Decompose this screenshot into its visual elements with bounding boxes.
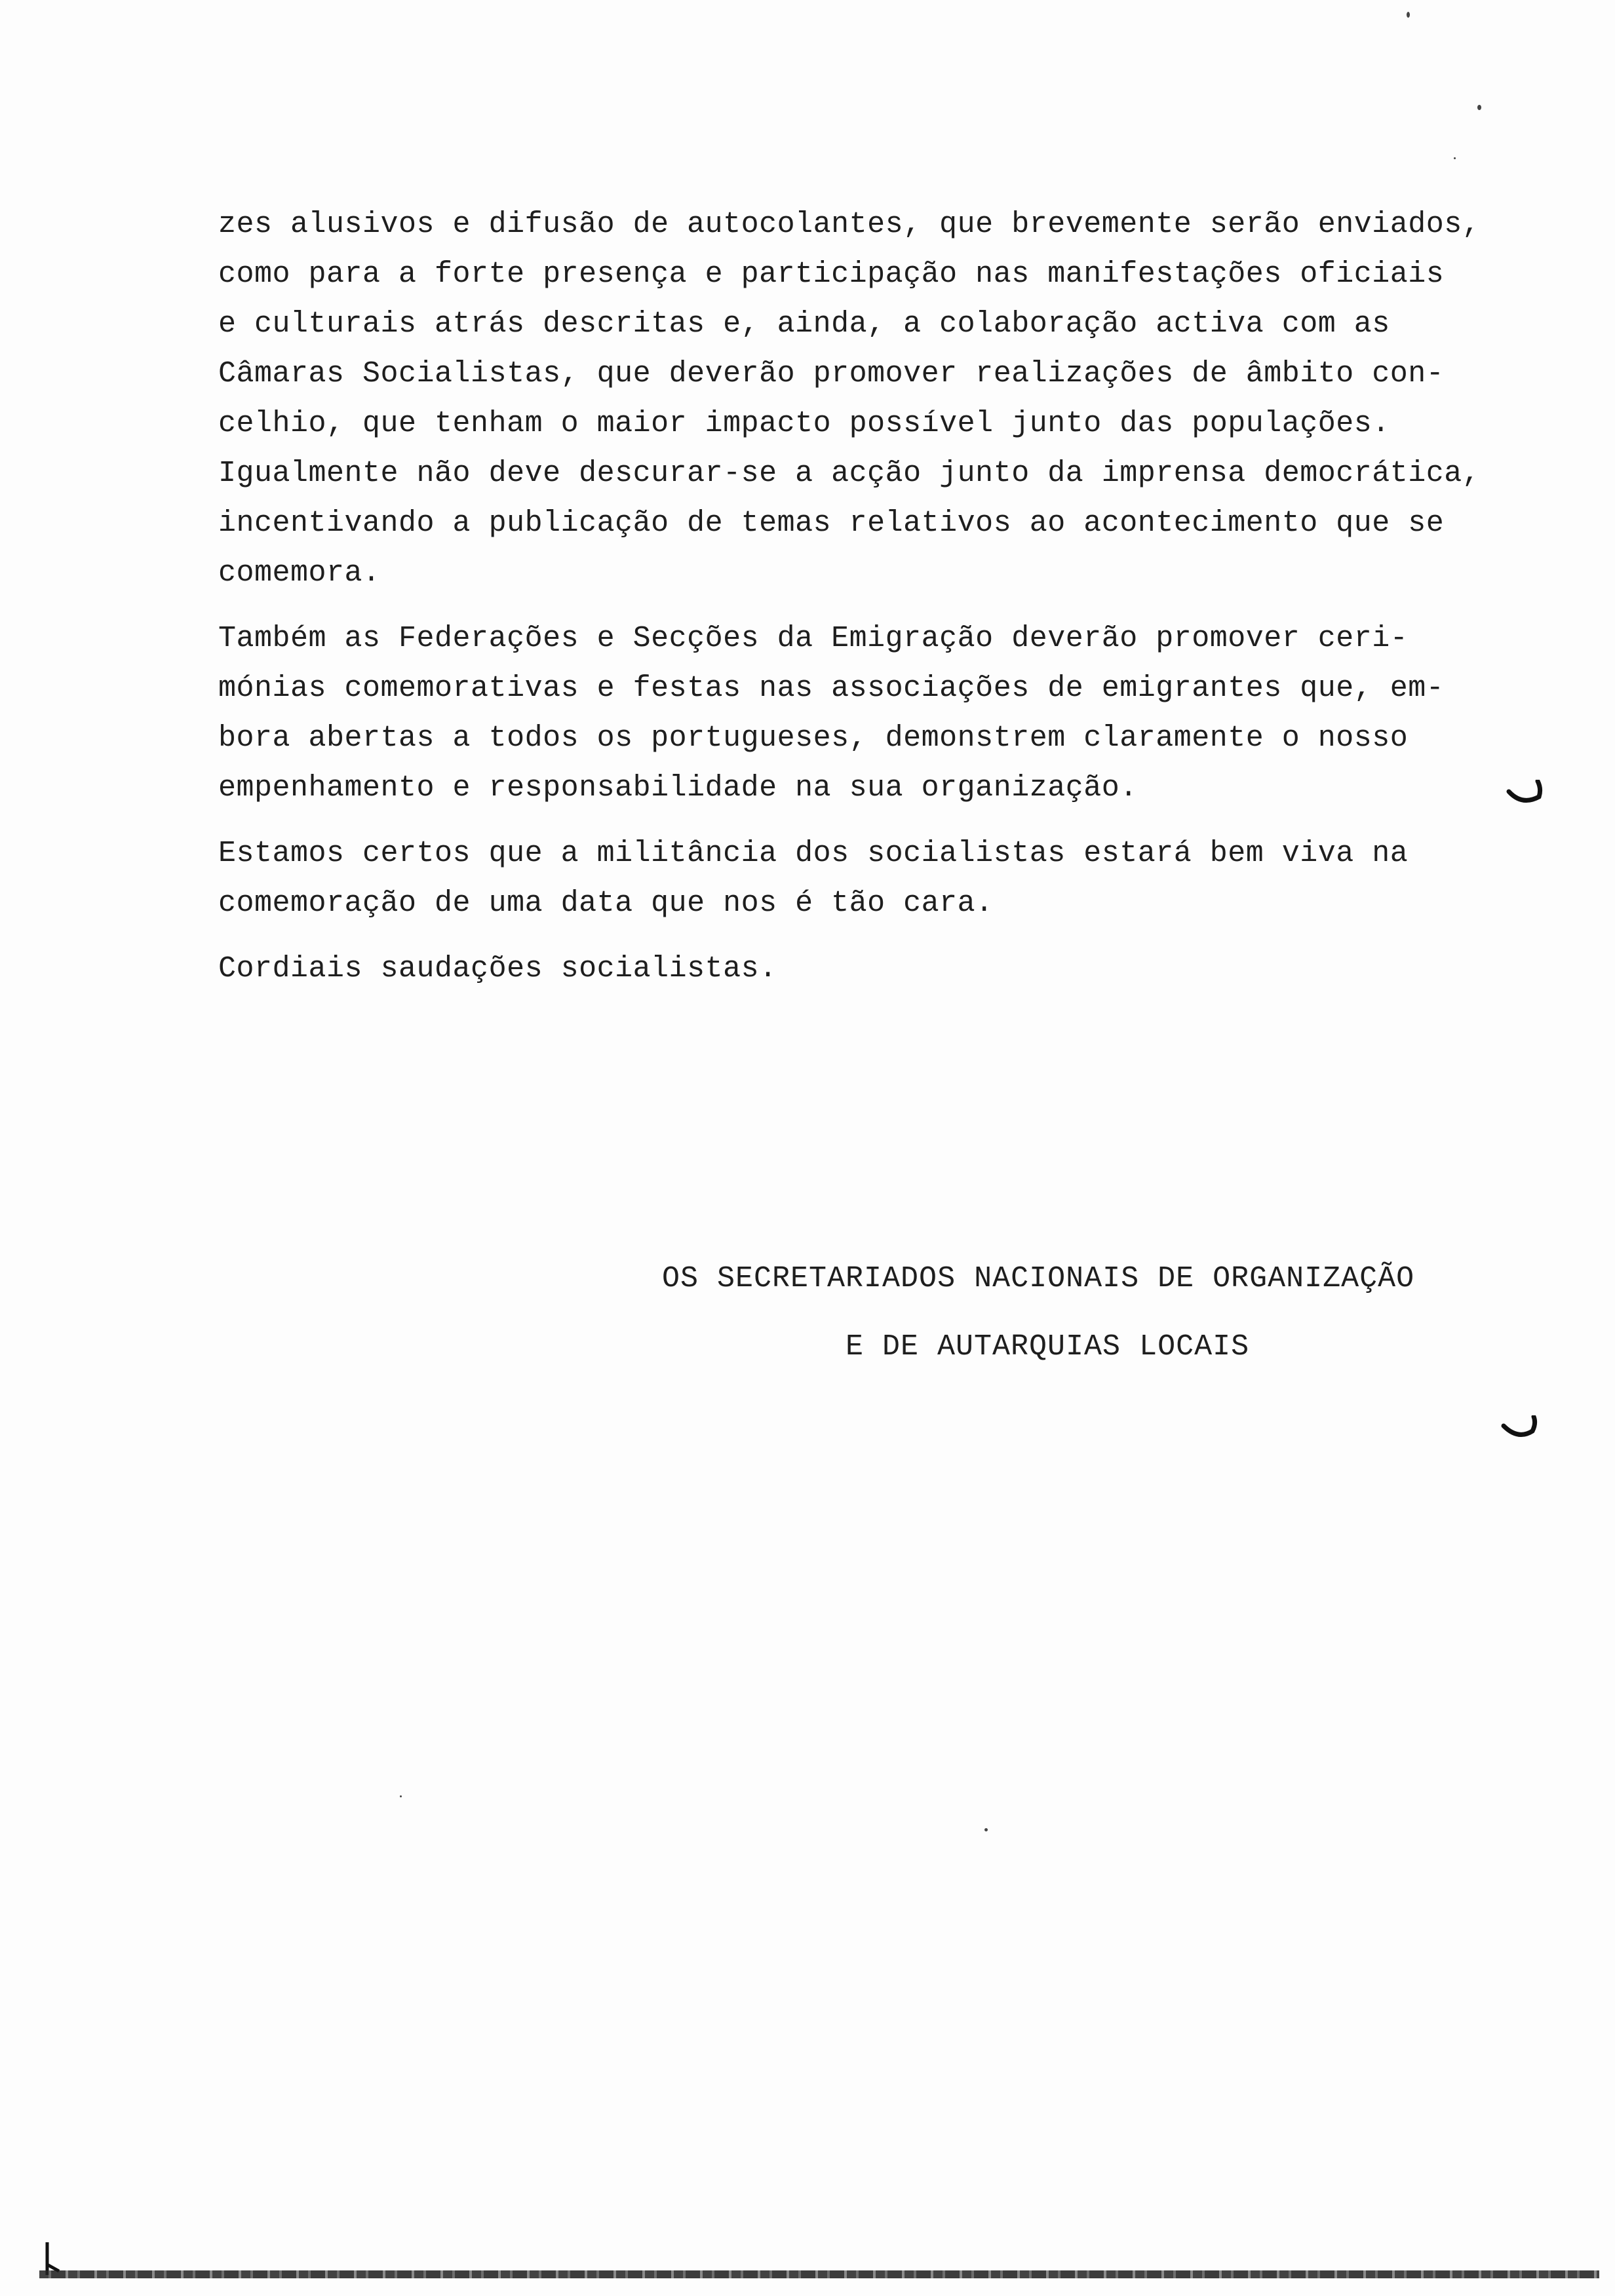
paragraph-3 (218, 829, 1601, 928)
paragraph-gap (218, 598, 1601, 614)
text-line: bora abertas a todos os portugueses, demonstrem claramente o nosso (218, 721, 1409, 755)
check-mark-icon (1506, 780, 1543, 806)
scan-speck (984, 1828, 988, 1831)
text-line: incentivando a publicação de temas relativos ao acontecimento que se (218, 507, 1445, 540)
text-line: mónias comemorativas e festas nas associações de emigrantes que, em- (218, 672, 1445, 705)
paragraph-4 (218, 944, 1601, 994)
signature-line-2: E DE AUTARQUIAS LOCAIS (846, 1330, 1250, 1364)
paragraph-1 (218, 200, 1601, 598)
scan-speck (1477, 105, 1481, 110)
text-line: celhio, que tenham o maior impacto possível junto das populações. (218, 407, 1390, 440)
text-line: comemora. (218, 556, 381, 590)
text-line: comemoração de uma data que nos é tão cara. (218, 887, 994, 920)
scan-edge-strip (39, 2270, 1599, 2278)
letter-body (218, 200, 1601, 994)
check-mark-icon (1501, 1415, 1538, 1442)
text-line: zes alusivos e difusão de autocolantes, que brevemente serão enviados, (218, 208, 1481, 241)
text-line: Também as Federações e Secções da Emigração deverão promover ceri- (218, 622, 1409, 655)
scan-speck (400, 1795, 402, 1797)
text-line: empenhamento e responsabilidade na sua organização. (218, 771, 1138, 805)
text-line: Câmaras Socialistas, que deverão promover realizações de âmbito con- (218, 357, 1445, 391)
closing-line: Cordiais saudações socialistas. (218, 952, 777, 985)
scan-speck (1454, 157, 1456, 159)
text-line: Estamos certos que a militância dos socialistas estará bem viva na (218, 837, 1409, 870)
text-line: como para a forte presença e participação nas manifestações oficiais (218, 258, 1445, 291)
paragraph-2 (218, 614, 1601, 813)
signature-block (662, 1245, 1514, 1381)
signature-line-1: OS SECRETARIADOS NACIONAIS DE ORGANIZAÇÃO (662, 1262, 1415, 1295)
text-line: Igualmente não deve descurar-se a acção junto da imprensa democrática, (218, 457, 1481, 490)
scan-speck (1407, 12, 1410, 18)
text-line: e culturais atrás descritas e, ainda, a colaboração activa com as (218, 307, 1390, 341)
paragraph-gap (218, 928, 1601, 944)
paragraph-gap (218, 813, 1601, 829)
